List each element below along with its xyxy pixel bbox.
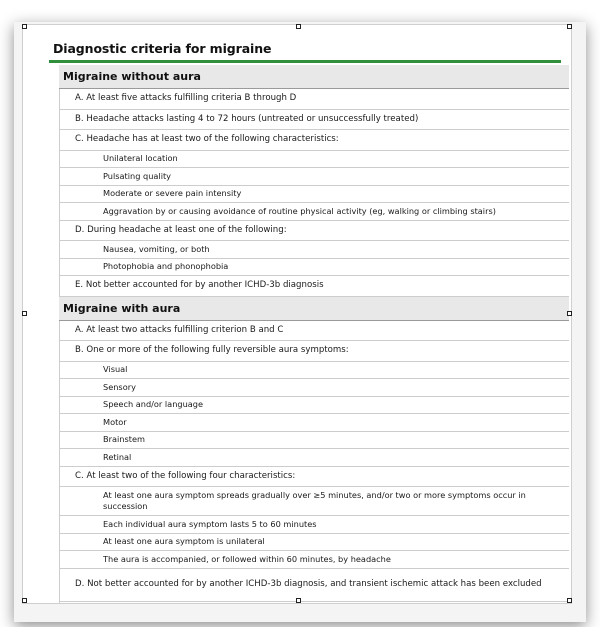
resize-handle-bottom-left[interactable]: [22, 598, 27, 603]
criterion-subitem: Pulsating quality: [59, 168, 569, 186]
criteria-table: [59, 65, 569, 602]
criterion-subitem: Moderate or severe pain intensity: [59, 186, 569, 204]
criterion-row: D. During headache at least one of the following:: [59, 221, 569, 242]
criterion-row: D. Not better accounted for by another ICHD-3b diagnosis, and transient ischemic attack has been excluded: [59, 569, 569, 602]
section-heading: Migraine with aura: [59, 297, 569, 321]
criterion-subitem: At least one aura symptom spreads gradually over ≥5 minutes, and/or two or more symptoms occur in succession: [59, 487, 569, 516]
resize-handle-bottom-center[interactable]: [296, 598, 301, 603]
criterion-subitem: Retinal: [59, 449, 569, 467]
criterion-subitem: Nausea, vomiting, or both: [59, 241, 569, 259]
title-underline: [49, 60, 561, 63]
resize-handle-top-left[interactable]: [22, 24, 27, 29]
resize-handle-middle-left[interactable]: [22, 311, 27, 316]
criterion-subitem: The aura is accompanied, or followed within 60 minutes, by headache: [59, 551, 569, 569]
criterion-row: B. One or more of the following fully reversible aura symptoms:: [59, 341, 569, 362]
section-heading: Migraine without aura: [59, 65, 569, 89]
resize-handle-top-center[interactable]: [296, 24, 301, 29]
criterion-subitem: Each individual aura symptom lasts 5 to 60 minutes: [59, 516, 569, 534]
resize-handle-middle-right[interactable]: [567, 311, 572, 316]
criterion-subitem: Photophobia and phonophobia: [59, 259, 569, 277]
criterion-subitem: Visual: [59, 362, 569, 380]
document-page: [22, 24, 572, 604]
document-title: Diagnostic criteria for migraine: [53, 41, 272, 56]
criterion-row: C. Headache has at least two of the following characteristics:: [59, 130, 569, 151]
criterion-subitem: At least one aura symptom is unilateral: [59, 534, 569, 552]
resize-handle-top-right[interactable]: [567, 24, 572, 29]
criterion-row: B. Headache attacks lasting 4 to 72 hours (untreated or unsuccessfully treated): [59, 110, 569, 131]
criterion-row: A. At least two attacks fulfilling criterion B and C: [59, 321, 569, 342]
criterion-subitem: Sensory: [59, 379, 569, 397]
criterion-subitem: Speech and/or language: [59, 397, 569, 415]
criterion-row: C. At least two of the following four characteristics:: [59, 467, 569, 488]
criterion-row: E. Not better accounted for by another ICHD-3b diagnosis: [59, 276, 569, 297]
criterion-row: A. At least five attacks fulfilling criteria B through D: [59, 89, 569, 110]
criterion-subitem: Unilateral location: [59, 151, 569, 169]
resize-handle-bottom-right[interactable]: [567, 598, 572, 603]
criterion-subitem: Brainstem: [59, 432, 569, 450]
criterion-subitem: Aggravation by or causing avoidance of routine physical activity (eg, walking or climbing stairs): [59, 203, 569, 221]
criterion-subitem: Motor: [59, 414, 569, 432]
